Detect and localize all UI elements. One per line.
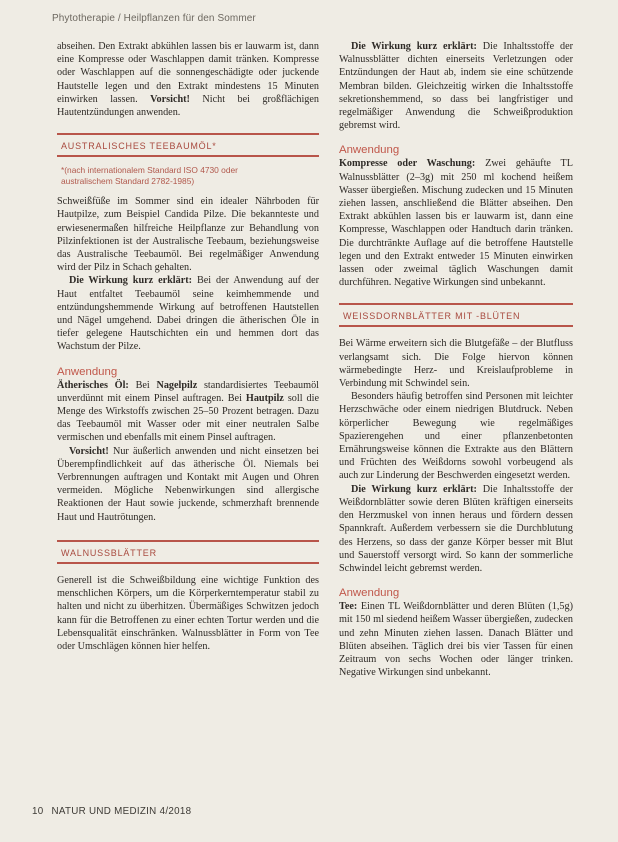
footnote-iso-standard: *(nach internationalem Standard ISO 4730 oder australischem Standard 2782-1985)	[61, 165, 238, 186]
page-footer	[32, 806, 191, 817]
magazine-name: NATUR UND MEDIZIN 4/2018	[51, 806, 192, 817]
section-title-weissdorn: WEISSDORNBLÄTTER MIT -BLÜTEN	[343, 311, 521, 322]
subhead-anwendung: Anwendung	[339, 144, 400, 157]
weissdorn-paragraph-1: Bei Wärme erweitern sich die Blutgefäße – der Blutfluss verlangsamt sich. Die Folge hiervon können wärmebedingte Herz- und Kreislaufprobleme in Verbindung mit Schwindel sein.	[339, 338, 573, 390]
walnuss-paragraph-1: Generell ist die Schweißbildung eine wichtige Funktion des menschlichen Körpers, um die Körperkerntemperatur stabil zu halten und nicht zu überhitzen. Übermäßiges Schwitzen jedoch kann für die Betroffenen zu einer echten Tortur werden und die Lebensqualität einschränken. Walnussblätter in Form von Tee oder Umschlägen können hier helfen.	[57, 574, 319, 652]
teebaum-paragraph-vorsicht: Vorsicht! Nur äußerlich anwenden und nicht einsetzen bei Überempfindlichkeit auf das ätherische Öl. Niemals bei Verbrennungen auftragen und Kontakt mit Augen und Ohren vermeiden. Mögliche Nebenwirkungen sind allergische Reaktionen der Haut sowie juckende, schmerzhaft brennende Haut und Hautrötungen.	[57, 445, 319, 523]
section-title-walnussblaetter: WALNUSSBLÄTTER	[61, 547, 157, 558]
intro-paragraph: abseihen. Den Extrakt abkühlen lassen bis er lauwarm ist, dann eine Kompresse oder Waschlappen damit tränken. Kompresse oder Waschlappen auf die sonnengeschädigte oder juckende Hautstelle legen und den Extrakt mindestens 15 Minuten einwirken lassen. Vorsicht! Nicht bei großflächigen Hautentzündungen anwenden.	[57, 41, 319, 119]
weissdorn-paragraph-wirkung: Die Wirkung kurz erklärt: Die Inhaltsstoffe der Weißdornblätter sowie deren Blüten kräftigen einerseits den Herzmuskel von innen heraus und fördern dessen Spannkraft. Außerdem verbessern sie die Durchblutung des Herzens, so dass der ganze Körper besser mit Blut und Sauerstoff versorgt wird. So kann der sommerliche Schwindel leicht gebremst werden.	[339, 483, 573, 574]
teebaum-paragraph-anwendung: Ätherisches Öl: Bei Nagelpilz standardisiertes Teebaumöl unverdünnt mit einem Pinsel auftragen. Bei Hautpilz soll die Menge des Wirkstoffs zwischen 25–50 Prozent betragen. Dazu das Teebaumöl mit Wasser oder mit einer neutralen Salbe vermischen und ebenfalls mit einem Pinsel auftragen.	[57, 379, 320, 444]
teebaum-paragraph-1: Schweißfüße im Sommer sind ein idealer Nährboden für Hautpilze, zum Beispiel Candida Pilze. Die bekannteste und erwiesenermaßen hilfreiche Heilpflanze zur Behandlung von Pilzinfektionen ist der Australische Teebaum, beziehungsweise das Australische Teebaumöl. Bei regelmäßiger Anwendung wird der Pilz in Schach gehalten.	[57, 196, 319, 274]
subhead-anwendung: Anwendung	[339, 587, 400, 600]
page-number: 10	[32, 806, 44, 817]
weissdorn-paragraph-anwendung: Tee: Einen TL Weißdornblätter und deren Blüten (1,5g) mit 150 ml siedend heißem Wasser übergießen, zudecken und zehn Minuten ziehen lassen. Danach Blätter und Blüten abseihen. Täglich drei bis vier Tassen für einen Zeitraum von sechs Wochen oder länger trinken. Negative Wirkungen sind unbekannt.	[339, 601, 573, 679]
walnuss-paragraph-wirkung: Die Wirkung kurz erklärt: Die Inhaltsstoffe der Walnussblätter dichten einerseits Verletzungen oder Entzündungen der Haut ab, indem sie eine schützende Membran bilden. Gleichzeitig wirken die Inhaltsstoffe sekretionshemmend, so dass bei langfristiger und regelmäßiger Anwendung die Schweißproduktion gebremst wird.	[339, 41, 573, 132]
running-header: Phytotherapie / Heilpflanzen für den Sommer	[52, 13, 256, 24]
weissdorn-paragraph-2: Besonders häufig betroffen sind Personen mit leichter Herzschwäche oder einem niedrigen Blutdruck. Neben körperlicher Bewegung wie regelmäßiges Spazierengehen und einer pflanzenbetonten Ernährungsweise können die Extrakte aus den Blättern und Früchten des Weißdorns sowohl vorbeugend als auch zur Linderung der Beschwerden eingesetzt werden.	[339, 391, 573, 482]
walnuss-paragraph-anwendung: Kompresse oder Waschung: Zwei gehäufte TL Walnussblätter (2–3g) mit 250 ml kochend heißem Wasser übergießen. Mischung zudecken und 15 Minuten ziehen lassen, anschließend die Blätter abseihen. Den Extrakt abkühlen lassen bis er lauwarm ist, dann eine Kompresse, Waschlappen oder Handtuch darin tränken. Die durchtränkte Auflage auf die betroffene Hautstelle legen und den Extrakt entweder 15 Minuten einwirken lassen oder zweimal täglich Waschungen damit durchführen. Negative Wirkungen sind unbekannt.	[339, 158, 574, 289]
section-title-teebaumoel: AUSTRALISCHES TEEBAUMÖL*	[61, 141, 217, 152]
teebaum-paragraph-wirkung: Die Wirkung kurz erklärt: Bei der Anwendung auf der Haut entfaltet Teebaumöl seine keimhemmende und entzündungshemmende Wirkung auf betroffenen Hautstellen und Nägel umgehend. Dabei dringen die ätherischen Öle in tiefer gelegene Hautschichten ein und hemmen dort das Wachstum der Pilze.	[57, 275, 319, 353]
subhead-anwendung: Anwendung	[57, 365, 118, 378]
right-column	[339, 40, 573, 679]
left-column	[57, 40, 319, 653]
